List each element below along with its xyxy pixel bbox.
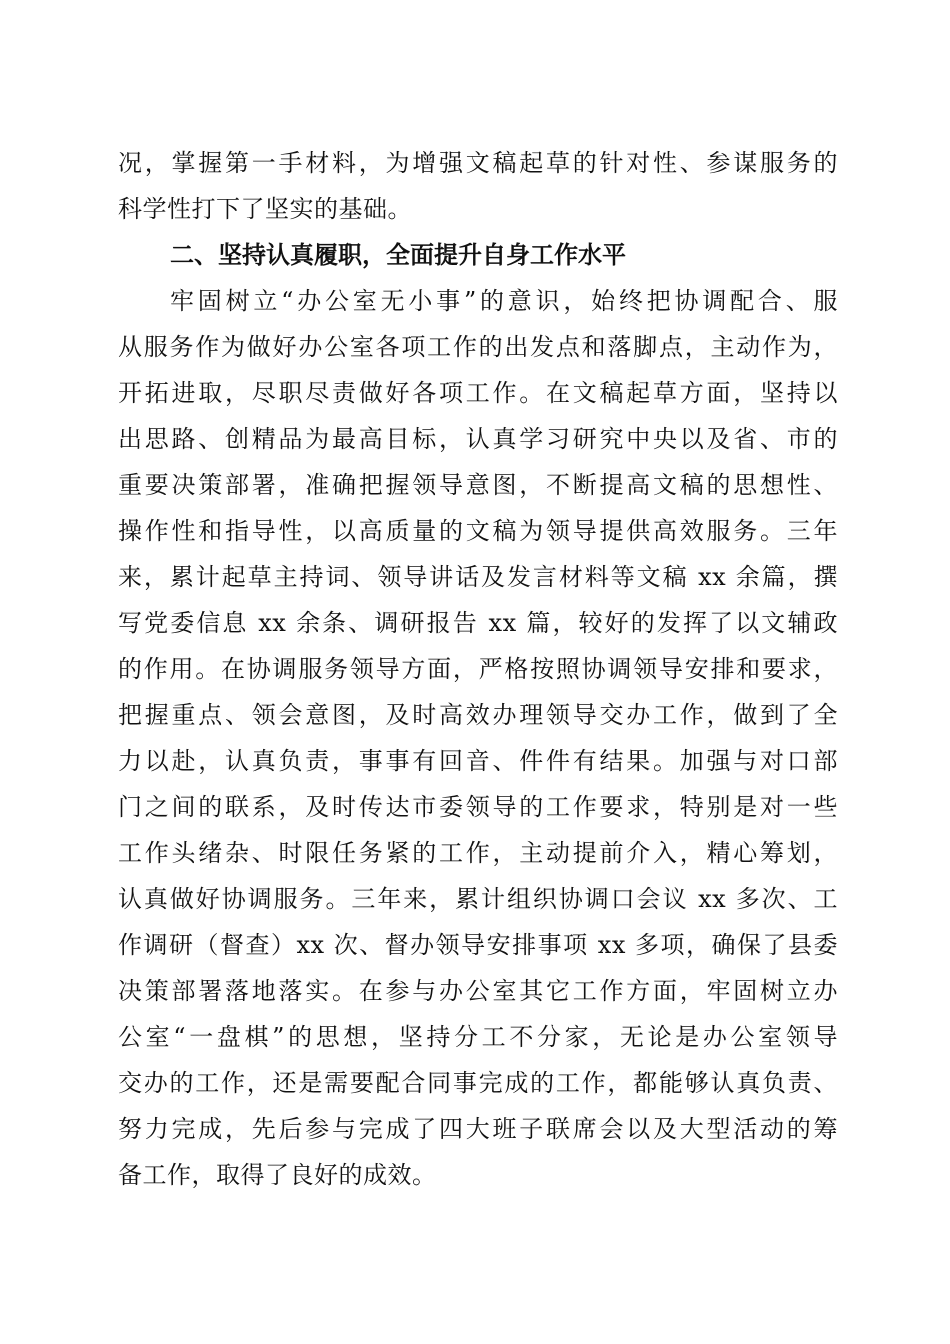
text-line: 开拓进取，尽职尽责做好各项工作。在文稿起草方面，坚持以 bbox=[118, 379, 838, 407]
section-heading: 二、坚持认真履职，全面提升自身工作水平 bbox=[170, 241, 626, 269]
text-line: 努力完成，先后参与完成了四大班子联席会以及大型活动的筹 bbox=[118, 1115, 838, 1143]
text-line: 认真做好协调服务。三年来，累计组织协调口会议 xx 多次、工 bbox=[118, 885, 838, 913]
text-line: 来，累计起草主持词、领导讲话及发言材料等文稿 xx 余篇，撰 bbox=[118, 563, 838, 591]
text-line: 力以赴，认真负责，事事有回音、件件有结果。加强与对口部 bbox=[118, 747, 838, 775]
text-line: 从服务作为做好办公室各项工作的出发点和落脚点，主动作为， bbox=[118, 333, 838, 361]
paragraph-continued bbox=[118, 140, 838, 232]
paragraph-main bbox=[118, 278, 838, 1198]
text-line: 把握重点、领会意图，及时高效办理领导交办工作，做到了全 bbox=[118, 701, 838, 729]
text-line: 工作头绪杂、时限任务紧的工作，主动提前介入，精心筹划， bbox=[118, 839, 838, 867]
text-line: 决策部署落地落实。在参与办公室其它工作方面，牢固树立办 bbox=[118, 977, 838, 1005]
text-line: 牢固树立“办公室无小事”的意识，始终把协调配合、服 bbox=[170, 287, 838, 315]
text-line: 操作性和指导性，以高质量的文稿为领导提供高效服务。三年 bbox=[118, 517, 838, 545]
text-line: 作调研（督查）xx 次、督办领导安排事项 xx 多项，确保了县委 bbox=[118, 931, 838, 959]
text-line: 况，掌握第一手材料，为增强文稿起草的针对性、参谋服务的 bbox=[118, 149, 838, 177]
text-line: 备工作，取得了良好的成效。 bbox=[118, 1161, 437, 1189]
text-line: 公室“一盘棋”的思想，坚持分工不分家，无论是办公室领导 bbox=[118, 1023, 838, 1051]
text-line: 科学性打下了坚实的基础。 bbox=[118, 195, 412, 223]
text-line: 重要决策部署，准确把握领导意图，不断提高文稿的思想性、 bbox=[118, 471, 838, 499]
text-line: 出思路、创精品为最高目标，认真学习研究中央以及省、市的 bbox=[118, 425, 838, 453]
document-body bbox=[118, 140, 838, 1198]
text-line: 写党委信息 xx 余条、调研报告 xx 篇，较好的发挥了以文辅政 bbox=[118, 609, 838, 637]
text-line: 门之间的联系，及时传达市委领导的工作要求，特别是对一些 bbox=[118, 793, 838, 821]
text-line: 的作用。在协调服务领导方面，严格按照协调领导安排和要求， bbox=[118, 655, 838, 683]
text-line: 交办的工作，还是需要配合同事完成的工作，都能够认真负责、 bbox=[118, 1069, 838, 1097]
